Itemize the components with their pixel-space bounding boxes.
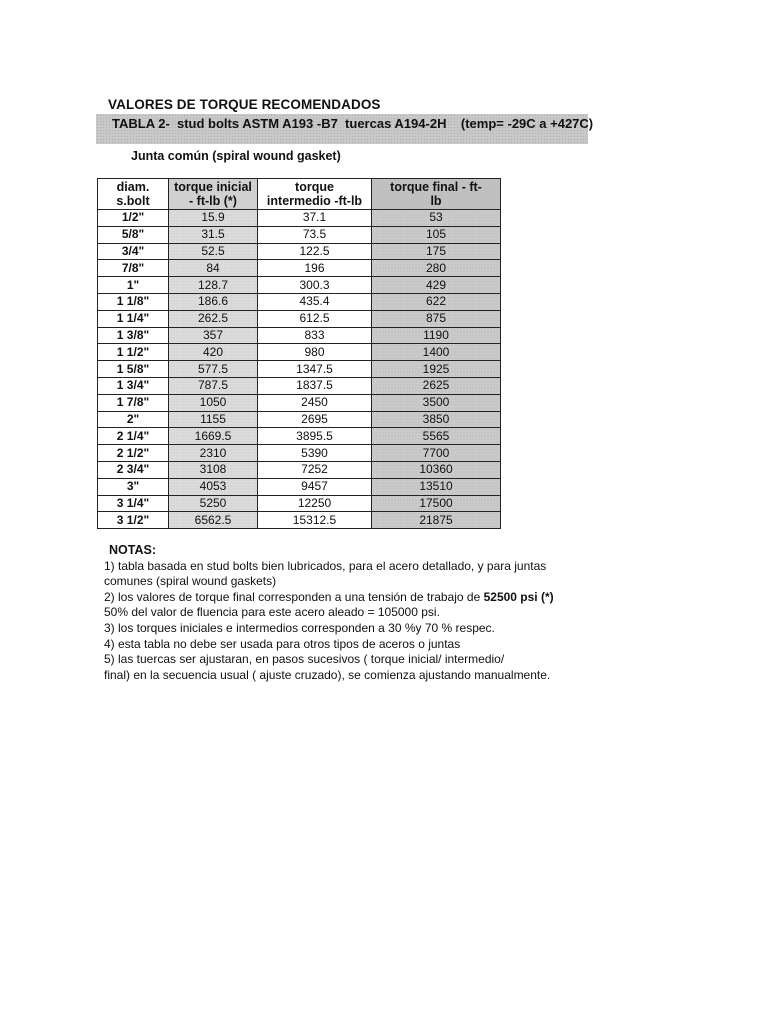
cell-intermediate-torque: 122.5 [258,243,372,260]
cell-final-torque: 1190 [372,327,501,344]
note-2-line1 [104,590,584,606]
cell-final-torque: 429 [372,277,501,294]
cell-intermediate-torque: 980 [258,344,372,361]
table-subtitle: TABLA 2- stud bolts ASTM A193 -B7 tuercas A194-2H (temp= -29C a +427C) [112,116,594,131]
table-row [98,394,501,411]
cell-intermediate-torque: 15312.5 [258,512,372,529]
cell-initial-torque: 1669.5 [169,428,258,445]
cell-diameter: 2 1/2" [98,445,169,462]
table-row [98,478,501,495]
cell-intermediate-torque: 612.5 [258,310,372,327]
cell-final-torque: 1925 [372,361,501,378]
cell-final-torque: 17500 [372,495,501,512]
cell-diameter: 3 1/2" [98,512,169,529]
table-row [98,210,501,227]
table-row [98,411,501,428]
cell-final-torque: 5565 [372,428,501,445]
cell-final-torque: 10360 [372,461,501,478]
cell-initial-torque: 262.5 [169,310,258,327]
cell-initial-torque: 31.5 [169,226,258,243]
note-5-line1: 5) las tuercas ser ajustaran, en pasos sucesivos ( torque inicial/ intermedio/ [104,652,505,667]
cell-diameter: 2 3/4" [98,461,169,478]
cell-intermediate-torque: 1837.5 [258,377,372,394]
cell-initial-torque: 3108 [169,461,258,478]
cell-diameter: 1 3/4" [98,377,169,394]
cell-intermediate-torque: 5390 [258,445,372,462]
cell-final-torque: 175 [372,243,501,260]
cell-initial-torque: 4053 [169,478,258,495]
joint-type-label: Junta común (spiral wound gasket) [131,149,341,163]
header-final-line2: lb [430,194,442,208]
cell-diameter: 7/8" [98,260,169,277]
cell-diameter: 1 1/4" [98,310,169,327]
header-diameter [98,179,169,210]
cell-initial-torque: 357 [169,327,258,344]
cell-diameter: 5/8" [98,226,169,243]
cell-intermediate-torque: 196 [258,260,372,277]
table-header-row [98,179,501,210]
cell-initial-torque: 84 [169,260,258,277]
cell-diameter: 1 3/8" [98,327,169,344]
cell-intermediate-torque: 7252 [258,461,372,478]
cell-initial-torque: 420 [169,344,258,361]
table-row [98,344,501,361]
cell-final-torque: 53 [372,210,501,227]
cell-final-torque: 3850 [372,411,501,428]
note-2-stress-value: 52500 psi (*) [483,589,554,604]
cell-diameter: 3" [98,478,169,495]
table-row [98,260,501,277]
cell-diameter: 3/4" [98,243,169,260]
cell-diameter: 1/2" [98,210,169,227]
cell-diameter: 1 7/8" [98,394,169,411]
cell-initial-torque: 15.9 [169,210,258,227]
cell-diameter: 1 5/8" [98,361,169,378]
cell-final-torque: 875 [372,310,501,327]
cell-final-torque: 1400 [372,344,501,361]
cell-diameter: 1 1/2" [98,344,169,361]
torque-table [97,178,501,529]
cell-initial-torque: 787.5 [169,377,258,394]
cell-initial-torque: 6562.5 [169,512,258,529]
header-intermediate-line2: intermedio -ft-lb [266,194,363,208]
document-title: VALORES DE TORQUE RECOMENDADOS [108,97,381,112]
table-row [98,277,501,294]
cell-initial-torque: 1155 [169,411,258,428]
cell-intermediate-torque: 37.1 [258,210,372,227]
cell-intermediate-torque: 435.4 [258,293,372,310]
notes-section [104,543,584,683]
table-row [98,512,501,529]
cell-diameter: 1 1/8" [98,293,169,310]
note-2-text: 2) los valores de torque final corresponden a una tensión de trabajo de [104,589,484,604]
note-2-line2: 50% del valor de fluencia para este acero aleado = 105000 psi. [104,605,440,620]
cell-final-torque: 280 [372,260,501,277]
table-row [98,293,501,310]
header-final-torque [372,179,501,210]
cell-final-torque: 3500 [372,394,501,411]
note-1-line1: 1) tabla basada en stud bolts bien lubricados, para el acero detallado, y para juntas [104,558,547,573]
cell-diameter: 2" [98,411,169,428]
cell-intermediate-torque: 2450 [258,394,372,411]
cell-final-torque: 2625 [372,377,501,394]
note-5-line2: final) en la secuencia usual ( ajuste cruzado), se comienza ajustando manualmente. [104,667,551,682]
cell-final-torque: 13510 [372,478,501,495]
table-row [98,428,501,445]
header-initial-line1: torque inicial [174,180,252,194]
cell-initial-torque: 128.7 [169,277,258,294]
cell-diameter: 1" [98,277,169,294]
cell-intermediate-torque: 12250 [258,495,372,512]
table-row [98,445,501,462]
cell-intermediate-torque: 833 [258,327,372,344]
torque-table-body [98,210,501,529]
cell-initial-torque: 1050 [169,394,258,411]
note-4: 4) esta tabla no debe ser usada para otros tipos de aceros o juntas [104,636,461,651]
header-intermediate-line1: torque [295,180,334,194]
cell-intermediate-torque: 9457 [258,478,372,495]
cell-diameter: 3 1/4" [98,495,169,512]
header-diameter-line1: diam. [116,180,150,194]
note-1-line2: comunes (spiral wound gaskets) [104,574,277,589]
header-intermediate-torque [258,179,372,210]
table-row [98,377,501,394]
table-row [98,310,501,327]
cell-final-torque: 21875 [372,512,501,529]
cell-intermediate-torque: 2695 [258,411,372,428]
table-row [98,461,501,478]
table-row [98,327,501,344]
cell-final-torque: 7700 [372,445,501,462]
cell-final-torque: 622 [372,293,501,310]
cell-initial-torque: 5250 [169,495,258,512]
header-final-line1: torque final - ft- [390,180,482,194]
cell-diameter: 2 1/4" [98,428,169,445]
cell-initial-torque: 2310 [169,445,258,462]
cell-initial-torque: 186.6 [169,293,258,310]
cell-intermediate-torque: 1347.5 [258,361,372,378]
cell-intermediate-torque: 3895.5 [258,428,372,445]
cell-intermediate-torque: 300.3 [258,277,372,294]
table-row [98,495,501,512]
table-row [98,226,501,243]
header-diameter-line2: s.bolt [116,194,150,208]
cell-intermediate-torque: 73.5 [258,226,372,243]
notes-heading: NOTAS: [109,543,156,557]
table-row [98,361,501,378]
header-initial-torque [169,179,258,210]
cell-initial-torque: 577.5 [169,361,258,378]
header-initial-line2: - ft-lb (*) [189,194,237,208]
table-row [98,243,501,260]
cell-initial-torque: 52.5 [169,243,258,260]
note-3: 3) los torques iniciales e intermedios corresponden a 30 %y 70 % respec. [104,620,495,635]
cell-final-torque: 105 [372,226,501,243]
